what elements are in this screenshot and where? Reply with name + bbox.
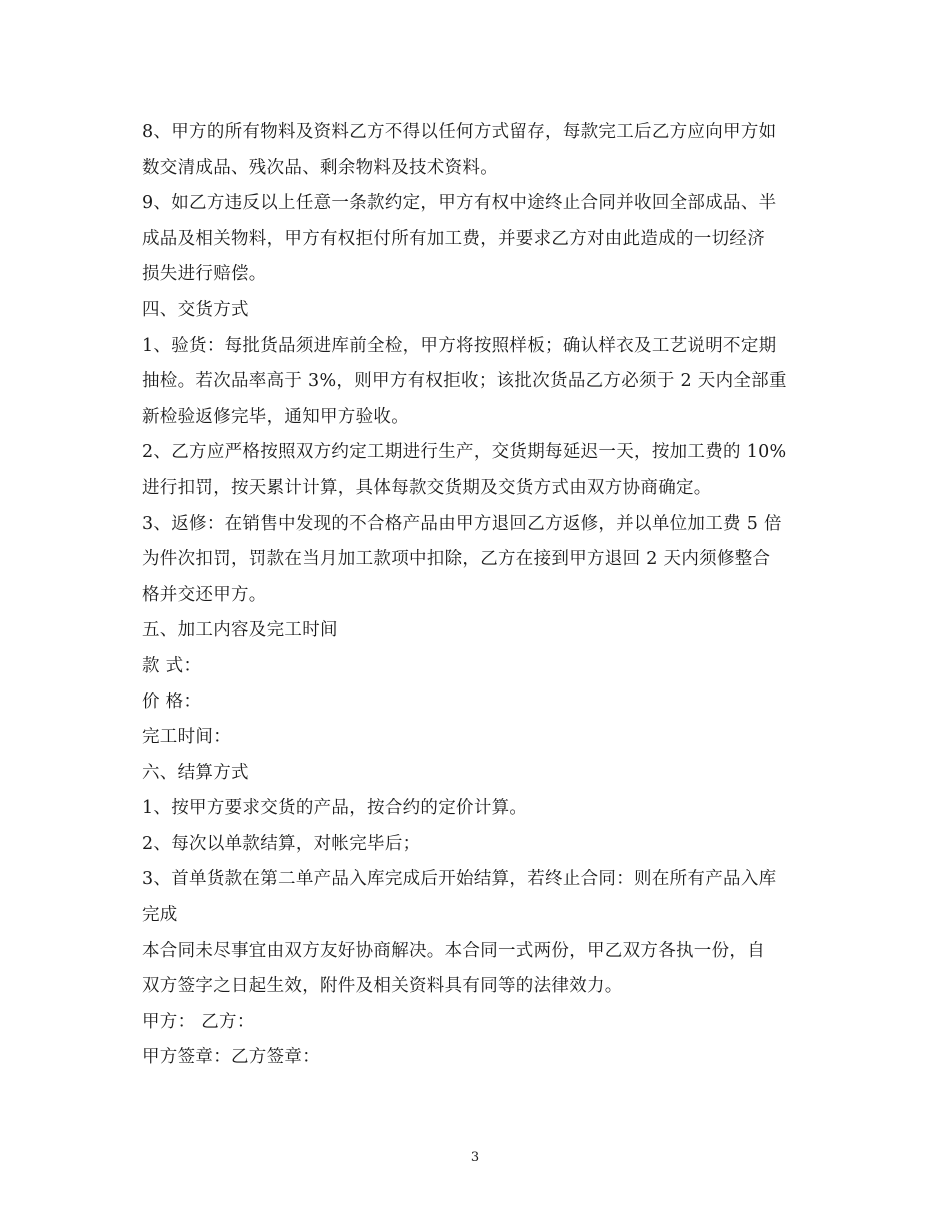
delivery-item-3-line-1: 3、返修：在销售中发现的不合格产品由甲方退回乙方返修，并以单位加工费 5 倍 [142, 513, 782, 534]
settlement-item-2: 2、每次以单款结算，对帐完毕后； [142, 833, 421, 854]
party-names: 甲方： 乙方： [142, 1011, 255, 1032]
page-number: 3 [470, 1150, 480, 1165]
closing-paragraph-line-1: 本合同未尽事宜由双方友好协商解决。本合同一式两份，甲乙双方各执一份，自 [142, 940, 765, 961]
clause-8-line-2: 数交清成品、残次品、剩余物料及技术资料。 [142, 157, 498, 178]
clause-9-line-1: 9、如乙方违反以上任意一条款约定，甲方有权中途终止合同并收回全部成品、半 [142, 193, 777, 214]
clause-9-line-3: 损失进行赔偿。 [142, 264, 267, 285]
field-price: 价 格： [142, 691, 202, 712]
party-signatures: 甲方签章：乙方签章： [142, 1047, 320, 1068]
delivery-item-2-line-2: 进行扣罚，按天累计计算，具体每款交货期及交货方式由双方协商确定。 [142, 477, 712, 498]
closing-paragraph-line-2: 双方签字之日起生效，附件及相关资料具有同等的法律效力。 [142, 976, 623, 997]
field-completion-time: 完工时间： [142, 727, 231, 748]
document-body [142, 115, 810, 1076]
section-heading-settlement: 六、结算方式 [142, 762, 249, 783]
delivery-item-3-line-2: 为件次扣罚，罚款在当月加工款项中扣除，乙方在接到甲方退回 2 天内须修整合 [142, 549, 771, 570]
delivery-item-2-line-1: 2、乙方应严格按照双方约定工期进行生产，交货期每延迟一天，按加工费的 10% [142, 442, 787, 463]
settlement-item-1: 1、按甲方要求交货的产品，按合约的定价计算。 [142, 798, 528, 819]
settlement-item-3-line-2: 完成 [142, 905, 178, 926]
delivery-item-1-line-1: 1、验货：每批货品须进库前全检，甲方将按照样板；确认样衣及工艺说明不定期 [142, 335, 777, 356]
settlement-item-3-line-1: 3、首单货款在第二单产品入库完成后开始结算，若终止合同：则在所有产品入库 [142, 869, 777, 890]
clause-9-line-2: 成品及相关物料，甲方有权拒付所有加工费，并要求乙方对由此造成的一切经济 [142, 228, 765, 249]
delivery-item-1-line-2: 抽检。若次品率高于 3%，则甲方有权拒收；该批次货品乙方必须于 2 天内全部重 [142, 371, 787, 392]
delivery-item-1-line-3: 新检验返修完毕，通知甲方验收。 [142, 406, 409, 427]
section-heading-delivery: 四、交货方式 [142, 299, 249, 320]
clause-8-line-1: 8、甲方的所有物料及资料乙方不得以任何方式留存，每款完工后乙方应向甲方如 [142, 122, 777, 142]
section-heading-processing: 五、加工内容及完工时间 [142, 620, 338, 641]
delivery-item-3-line-3: 格并交还甲方。 [142, 584, 267, 605]
field-style: 款 式： [142, 655, 202, 676]
